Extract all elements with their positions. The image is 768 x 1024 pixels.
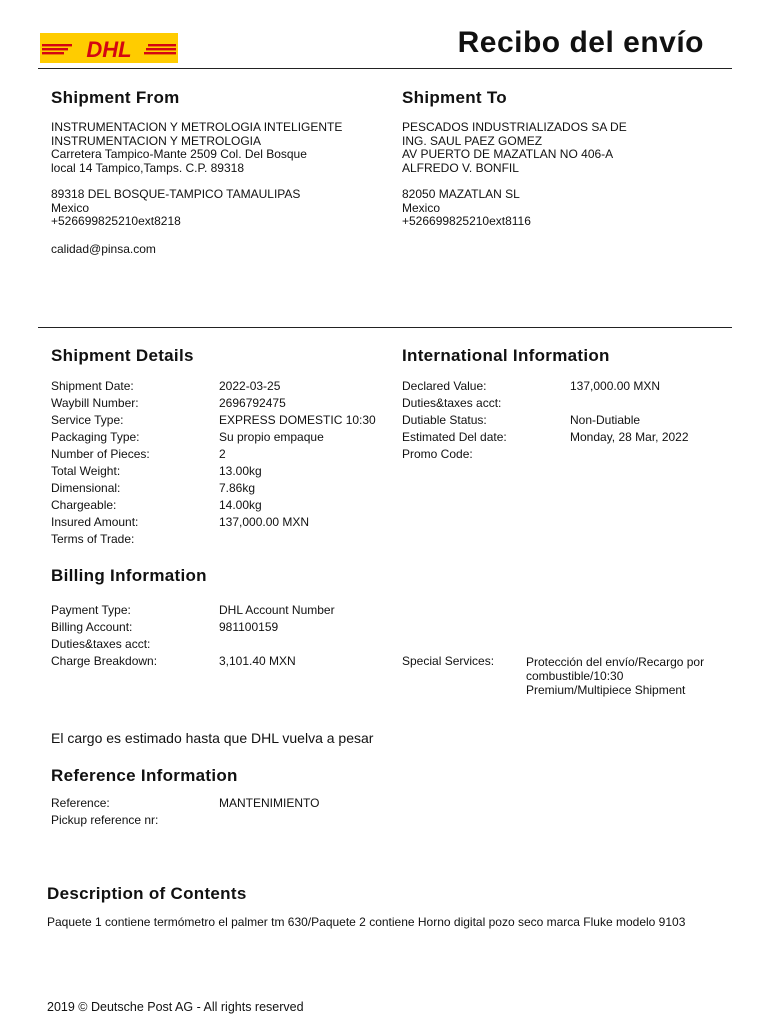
special-services-value: Protección del envío/Recargo por combustible/10:30 Premium/Multipiece Shipment — [526, 655, 705, 697]
billing-label: Billing Account: — [51, 620, 133, 634]
details-label: Dimensional: — [51, 481, 121, 495]
dhl-logo-graphic — [40, 33, 178, 63]
description-text: Paquete 1 contiene termómetro el palmer tm 630/Paquete 2 contiene Horno digital pozo seco marca Fluke modelo 9103 — [47, 915, 686, 929]
details-label: Insured Amount: — [51, 515, 139, 529]
to-company-line2: ING. SAUL PAEZ GOMEZ — [402, 133, 543, 148]
details-label: Number of Pieces: — [51, 447, 150, 461]
intl-row — [402, 446, 507, 463]
shipment-to-heading: Shipment To — [402, 88, 507, 107]
from-address-line2: local 14 Tampico,Tamps. C.P. 89318 — [51, 160, 245, 175]
reference-row — [51, 812, 158, 829]
estimate-note: El cargo es estimado hasta que DHL vuelva a pesar — [51, 730, 374, 746]
from-city-line: 89318 DEL BOSQUE-TAMPICO TAMAULIPAS — [51, 187, 301, 201]
intl-row — [402, 378, 661, 395]
reference-row — [51, 795, 320, 812]
from-phone: +526699825210ext8218 — [51, 214, 181, 228]
footer-copyright: 2019 © Deutsche Post AG - All rights reserved — [47, 1000, 304, 1014]
billing-row — [51, 636, 157, 653]
international-info-heading: International Information — [402, 346, 610, 365]
section-divider — [38, 327, 732, 328]
description-heading: Description of Contents — [47, 884, 247, 903]
dhl-logo — [40, 33, 178, 63]
to-country: Mexico — [402, 200, 441, 215]
billing-label: Duties&taxes acct: — [51, 637, 151, 651]
details-value: 137,000.00 MXN — [219, 515, 310, 529]
details-label: Waybill Number: — [51, 396, 139, 410]
from-company-line2: INSTRUMENTACION Y METROLOGIA — [51, 133, 262, 148]
billing-row — [51, 619, 279, 636]
details-row — [51, 446, 226, 463]
intl-value: Non-Dutiable — [570, 413, 641, 427]
billing-info-heading: Billing Information — [51, 566, 207, 585]
details-row — [51, 412, 376, 429]
from-email: calidad@pinsa.com — [51, 241, 156, 256]
shipment-details-table — [51, 378, 376, 548]
to-address-line2: ALFREDO V. BONFIL — [402, 160, 519, 175]
reference-value: MANTENIMIENTO — [219, 796, 320, 810]
details-label: Packaging Type: — [51, 430, 140, 444]
details-value: 13.00kg — [219, 464, 262, 478]
details-value: 2022-03-25 — [219, 379, 281, 393]
header-divider — [38, 68, 732, 69]
intl-value: Monday, 28 Mar, 2022 — [570, 430, 689, 444]
from-company-line1: INSTRUMENTACION Y METROLOGIA INTELIGENTE — [51, 120, 343, 134]
details-row — [51, 395, 286, 412]
details-label: Total Weight: — [51, 464, 121, 478]
shipment-from-block — [51, 121, 342, 256]
reference-label: Pickup reference nr: — [51, 813, 159, 827]
details-row — [51, 480, 256, 497]
to-city-line: 82050 MAZATLAN SL — [402, 187, 520, 201]
from-address-line1: Carretera Tampico-Mante 2509 Col. Del Bosque — [51, 147, 307, 161]
details-label: Chargeable: — [51, 498, 117, 512]
shipment-details-heading: Shipment Details — [51, 346, 194, 365]
details-row — [51, 497, 262, 514]
reference-info-table — [51, 795, 320, 829]
reference-info-heading: Reference Information — [51, 766, 238, 785]
from-country: Mexico — [51, 200, 90, 215]
billing-info-table — [51, 602, 335, 670]
details-value: 2 — [219, 447, 226, 461]
to-phone: +526699825210ext8116 — [402, 214, 531, 228]
details-value: Su propio empaque — [219, 430, 324, 444]
billing-row — [51, 653, 296, 670]
shipment-to-block — [402, 121, 627, 229]
billing-label: Charge Breakdown: — [51, 654, 158, 668]
billing-row — [51, 602, 335, 619]
details-row — [51, 531, 150, 548]
dhl-logo-text: DHL — [86, 37, 132, 62]
intl-row — [402, 429, 689, 446]
to-address-line1: AV PUERTO DE MAZATLAN NO 406-A — [402, 147, 614, 161]
intl-label: Declared Value: — [402, 379, 487, 393]
billing-value: 981100159 — [219, 620, 279, 634]
details-label: Service Type: — [51, 413, 124, 427]
to-company-line1: PESCADOS INDUSTRIALIZADOS SA DE — [402, 120, 627, 134]
details-row — [51, 378, 281, 395]
intl-label: Dutiable Status: — [402, 413, 487, 427]
special-services-label: Special Services: — [402, 654, 495, 668]
details-value: EXPRESS DOMESTIC 10:30 — [219, 413, 376, 427]
international-info-table — [402, 378, 689, 463]
shipment-from-heading: Shipment From — [51, 88, 180, 107]
details-label: Shipment Date: — [51, 379, 134, 393]
document-title: Recibo del envío — [457, 26, 704, 59]
intl-value: 137,000.00 MXN — [570, 379, 661, 393]
details-row — [51, 514, 310, 531]
intl-label: Promo Code: — [402, 447, 473, 461]
details-row — [51, 429, 324, 446]
intl-row — [402, 395, 507, 412]
intl-row — [402, 412, 641, 429]
billing-value: DHL Account Number — [219, 603, 335, 617]
details-value: 14.00kg — [219, 498, 262, 512]
billing-label: Payment Type: — [51, 603, 131, 617]
intl-label: Duties&taxes acct: — [402, 396, 502, 410]
details-label: Terms of Trade: — [51, 532, 135, 546]
billing-value: 3,101.40 MXN — [219, 654, 296, 668]
details-value: 7.86kg — [219, 481, 256, 495]
intl-label: Estimated Del date: — [402, 430, 507, 444]
details-value: 2696792475 — [219, 396, 286, 410]
reference-label: Reference: — [51, 796, 110, 810]
details-row — [51, 463, 262, 480]
